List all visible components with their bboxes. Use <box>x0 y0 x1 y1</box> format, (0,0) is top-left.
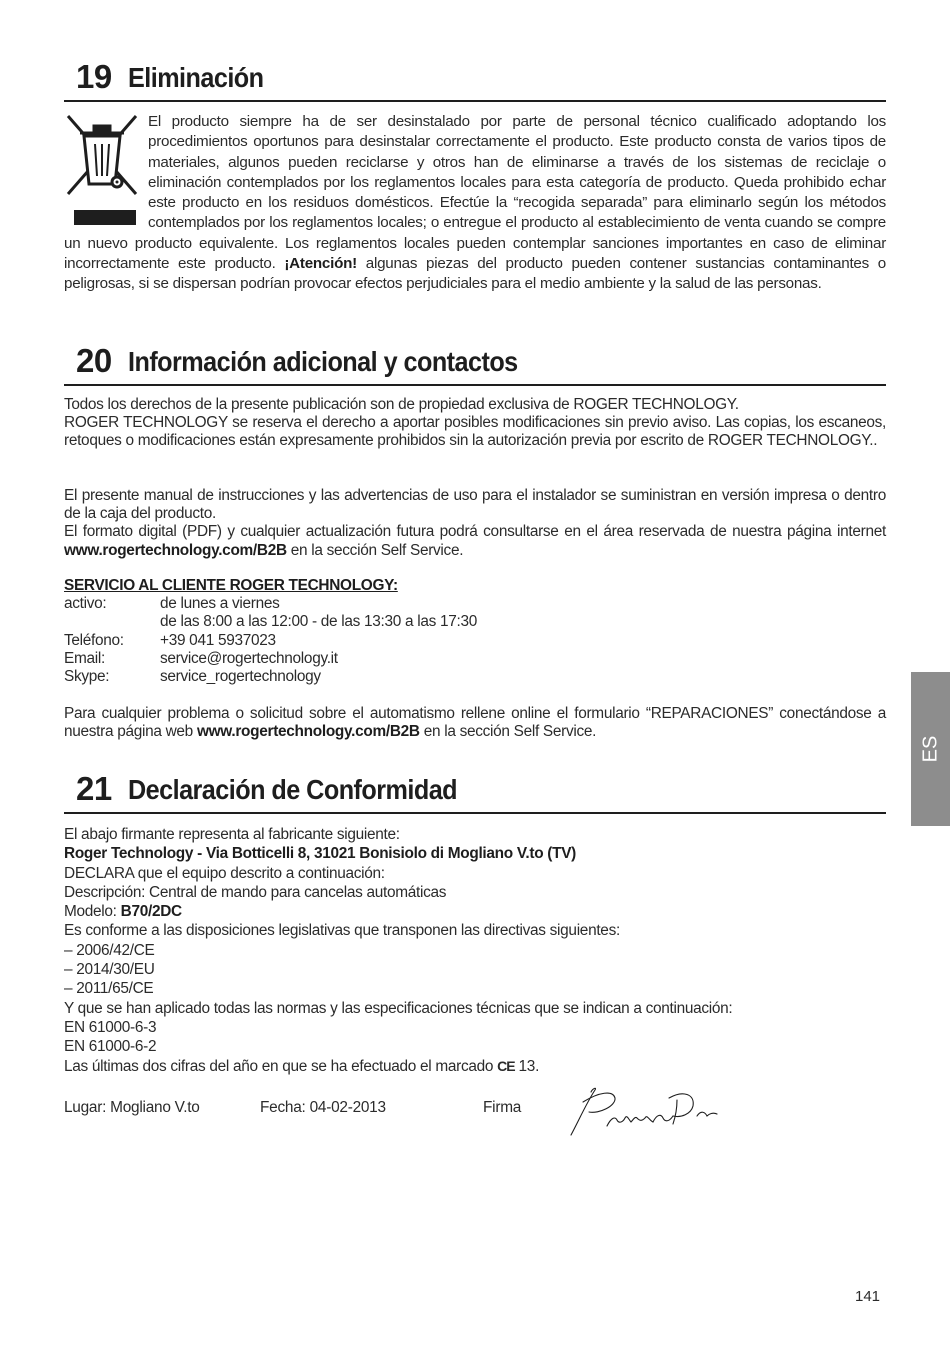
contact-label: Skype: <box>64 668 110 686</box>
ce-marking-text: Las últimas dos cifras del año en que se ha efectuado el marcado <box>64 1057 494 1075</box>
digital-format-text <box>64 523 886 559</box>
digital-format-post: en la sección Self Service. <box>290 541 464 559</box>
disposal-text: El producto siempre ha de ser desinstalado por parte de personal técnico cualificado adoptando los procedimientos oportunos para desinstalar correctamente el producto. Este producto consta de varios tipos de materiales, algunos pueden reciclarse y otros han de eliminarse a través de los sistemas de reciclaje o eliminación contemplados por los reglamentos locales para esta categoría de producto. Queda prohibido echar este producto en los residuos domésticos. Efectúe la “recogida separada” para eliminarlo según los métodos contemplados por los reglamentos locales; o entregue el producto al establecimiento de venta cuando se compre un nuevo producto equivalente. Los reglamentos locales pueden contemplar sanciones importantes en caso de eliminar incorrectamente este producto. <box>64 113 886 273</box>
signature-label: Firma <box>483 1099 522 1116</box>
attention-label: ¡Atención! <box>284 255 357 273</box>
section-20-heading <box>64 340 886 386</box>
signature-row <box>64 1098 886 1128</box>
contact-label: activo: <box>64 595 107 613</box>
section-number: 21 <box>76 770 112 807</box>
contact-value: service@rogertechnology.it <box>160 649 338 667</box>
rights-text: Todos los derechos de la presente publicación son de propiedad exclusiva de ROGER TECHNOLOGY. <box>64 396 739 413</box>
section-title: Información adicional y contactos <box>128 346 518 377</box>
declaration-body <box>64 825 886 1076</box>
disposal-paragraph <box>64 112 886 295</box>
digital-format-pre: El formato digital (PDF) y cualquier actualización futura podrá consultarse en el área reservada de nuestra página internet <box>64 523 886 541</box>
declaration-line: Es conforme a las disposiciones legislativas que transponen las directivas siguientes: <box>64 922 620 940</box>
customer-service-block <box>64 577 886 686</box>
section-number: 20 <box>76 342 112 379</box>
language-tab <box>911 672 950 826</box>
place-field: Lugar: Mogliano V.to <box>64 1099 200 1116</box>
contact-row <box>64 650 886 668</box>
language-tab-label: ES <box>919 735 941 763</box>
contact-list <box>64 595 886 686</box>
contact-value: de lunes a viernes <box>160 595 280 613</box>
standard-item: EN 61000-6-2 <box>64 1038 157 1056</box>
section-title: Eliminación <box>128 62 264 93</box>
product-description: Descripción: Central de mando para cancelas automáticas <box>64 883 447 901</box>
weee-crossed-bin-icon <box>64 112 148 232</box>
section-19-heading <box>64 56 886 102</box>
contact-row <box>64 668 886 686</box>
declaration-line: El abajo firmante representa al fabricante siguiente: <box>64 826 400 843</box>
contact-value: +39 041 5937023 <box>160 631 276 649</box>
standard-item: EN 61000-6-3 <box>64 1018 157 1036</box>
model-line <box>64 902 886 921</box>
manual-paragraph <box>64 487 886 560</box>
handwritten-signature <box>569 1080 719 1140</box>
page-number: 141 <box>855 1288 881 1305</box>
declaration-line: DECLARA que el equipo descrito a continuación: <box>64 864 385 882</box>
contact-value: de las 8:00 a las 12:00 - de las 13:30 a las 17:30 <box>160 613 477 631</box>
contact-label <box>64 613 160 631</box>
ce-year: 13. <box>518 1057 540 1075</box>
contact-label: Email: <box>64 649 105 667</box>
section-title: Declaración de Conformidad <box>128 774 458 805</box>
manual-text: El presente manual de instrucciones y las advertencias de uso para el instalador se suministran en versión impresa o dentro de la caja del producto. <box>64 487 886 523</box>
directive-list <box>64 941 886 999</box>
directive-item: – 2011/65/CE <box>64 980 154 998</box>
standard-list <box>64 1018 886 1057</box>
declaration-line: Y que se han aplicado todas las normas y las especificaciones técnicas que se indican a continuación: <box>64 999 733 1017</box>
contact-value: service_rogertechnology <box>160 668 321 686</box>
section-21-heading <box>64 768 886 814</box>
section-number: 19 <box>76 58 112 95</box>
directive-item: – 2014/30/EU <box>64 961 155 979</box>
model-value: B70/2DC <box>120 903 182 921</box>
contact-row <box>64 613 886 631</box>
customer-service-title: SERVICIO AL CLIENTE ROGER TECHNOLOGY: <box>64 577 398 594</box>
contact-label: Teléfono: <box>64 631 124 649</box>
rights-paragraph <box>64 396 886 451</box>
b2b-link[interactable]: www.rogertechnology.com/B2B <box>64 541 287 559</box>
contact-row <box>64 595 886 613</box>
repairs-paragraph <box>64 705 886 741</box>
repairs-text: Para cualquier problema o solicitud sobre el automatismo rellene online el formulario “REPARACIONES” conectándose a nuestra página web <box>64 705 886 741</box>
disposal-text-continued: algunas piezas del producto pueden contener sustancias contaminantes o peligrosas, si se dispersan podrían provocar efectos perjudiciales para el medio ambiente y la salud de las personas. <box>64 255 886 293</box>
rights-text-2: ROGER TECHNOLOGY se reserva el derecho a aportar posibles modificaciones sin previo aviso. Las copias, los escaneos, retoques o modificaciones están expresamente prohibidos sin la autorización previa por escrito de ROGER TECHNOLOGY.. <box>64 414 886 450</box>
repairs-text-post: en la sección Self Service. <box>423 723 597 741</box>
directive-item: – 2006/42/CE <box>64 941 155 959</box>
contact-row <box>64 632 886 650</box>
date-field: Fecha: 04-02-2013 <box>260 1099 386 1116</box>
ce-marking-line <box>64 1057 886 1076</box>
manufacturer-address: Roger Technology - Via Botticelli 8, 31021 Bonisiolo di Mogliano V.to (TV) <box>64 845 576 863</box>
ce-mark-icon: CE <box>497 1057 515 1074</box>
model-label: Modelo: <box>64 903 117 921</box>
b2b-link-2[interactable]: www.rogertechnology.com/B2B <box>196 723 420 741</box>
